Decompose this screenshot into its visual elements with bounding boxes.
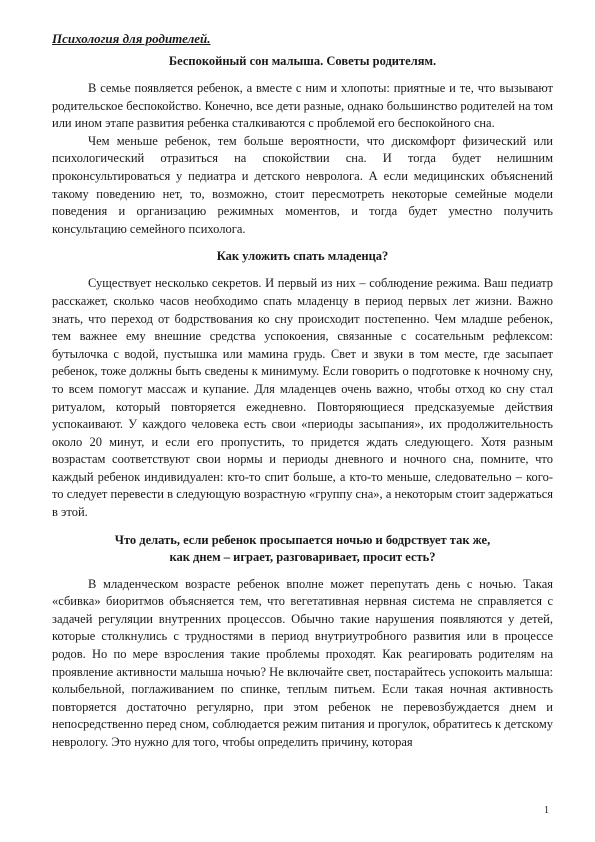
section-label: Психология для родителей.	[52, 31, 211, 46]
section1-paragraph: Существует несколько секретов. И первый из них – соблюдение режима. Ваш педиатр расскажет, сколько часов необходимо спать младенцу в период первых лет жизни. Важно знать, что переход от бодрствования ко сну происходит постепенно. Чем младше ребенок, тем важнее ему внешние средства успокоения, связанные с сосательным рефлексом: бутылочка с водой, пустышка или мамина грудь. Свет и звуки в том месте, где засыпает ребенок, тоже должны быть сведены к минимуму. Если говорить о подготовке к ночному сну, то всем помогут массаж и купание. Для младенцев очень важно, чтобы отход ко сну стал ритуалом, который повторяется ежедневно. Повторяющиеся предсказуемые действия успокаивают. У каждого человека есть свои «периоды засыпания», их продолжительность около 20 минут, и если его пропустить, то придется ждать следующего. Хотя разным возрастам соответствуют свои нормы и периоды дневного и ночного сна, помните, что каждый ребенок индивидуален: кто-то спит больше, а кто-то меньше, следовательно – кого-то следует перевести в следующую возрастную «группу сна», а некоторым стоит задержаться в этой.	[52, 276, 553, 520]
document-body	[52, 30, 553, 752]
section-heading-2-line1: Что делать, если ребенок просыпается ночью и бодрствует так же,	[114, 532, 491, 547]
section-heading-2	[52, 532, 553, 566]
intro-paragraph-1: В семье появляется ребенок, а вместе с ним и хлопоты: приятные и те, что вызывают родительское беспокойство. Конечно, все дети разные, однако большинство родителей на том или ином этапе развития ребенка сталкиваются с проблемой его беспокойного сна.	[52, 81, 553, 131]
section-heading-2-line2: как днем – играет, разговаривает, просит есть?	[169, 549, 436, 564]
section2-paragraph: В младенческом возрасте ребенок вполне может перепутать день с ночью. Такая «сбивка» биоритмов объясняется тем, что вегетативная нервная система не справляется с задачей регуляции внутренних процессов. Обычно такие нарушения появляются у детей, которые столкнулись с трудностями в период внутриутробного развития или в процессе родов. Но по мере взросления такие проблемы проходят. Как реагировать родителям на проявление активности малыша ночью? Не включайте свет, постарайтесь успокоить малыша: колыбельной, поглаживанием по спинке, теплым питьем. Если такая ночная активность повторяется достаточно регулярно, при этом ребенок не перевозбуждается днем и непосредственно перед сном, соблюдается режим питания и прогулок, обратитесь к детскому неврологу. Это нужно для того, чтобы определить причину, которая	[52, 576, 553, 749]
document-title: Беспокойный сон малыша. Советы родителям.	[168, 54, 437, 68]
intro-paragraph-2: Чем меньше ребенок, тем больше вероятности, что дискомфорт физический или психологический отразиться на спокойствии сна. И тогда будет нелишним проконсультироваться у педиатра и детского невролога. А если медицинских объяснений такому поведению нет, то, возможно, стоит пересмотреть некоторые семейные модели поведения и организацию режимных моментов, и тогда будет уместно получить консультацию семейного психолога.	[52, 133, 553, 236]
page-number: 1	[544, 805, 549, 816]
section-heading-1: Как уложить спать младенца?	[216, 249, 389, 264]
